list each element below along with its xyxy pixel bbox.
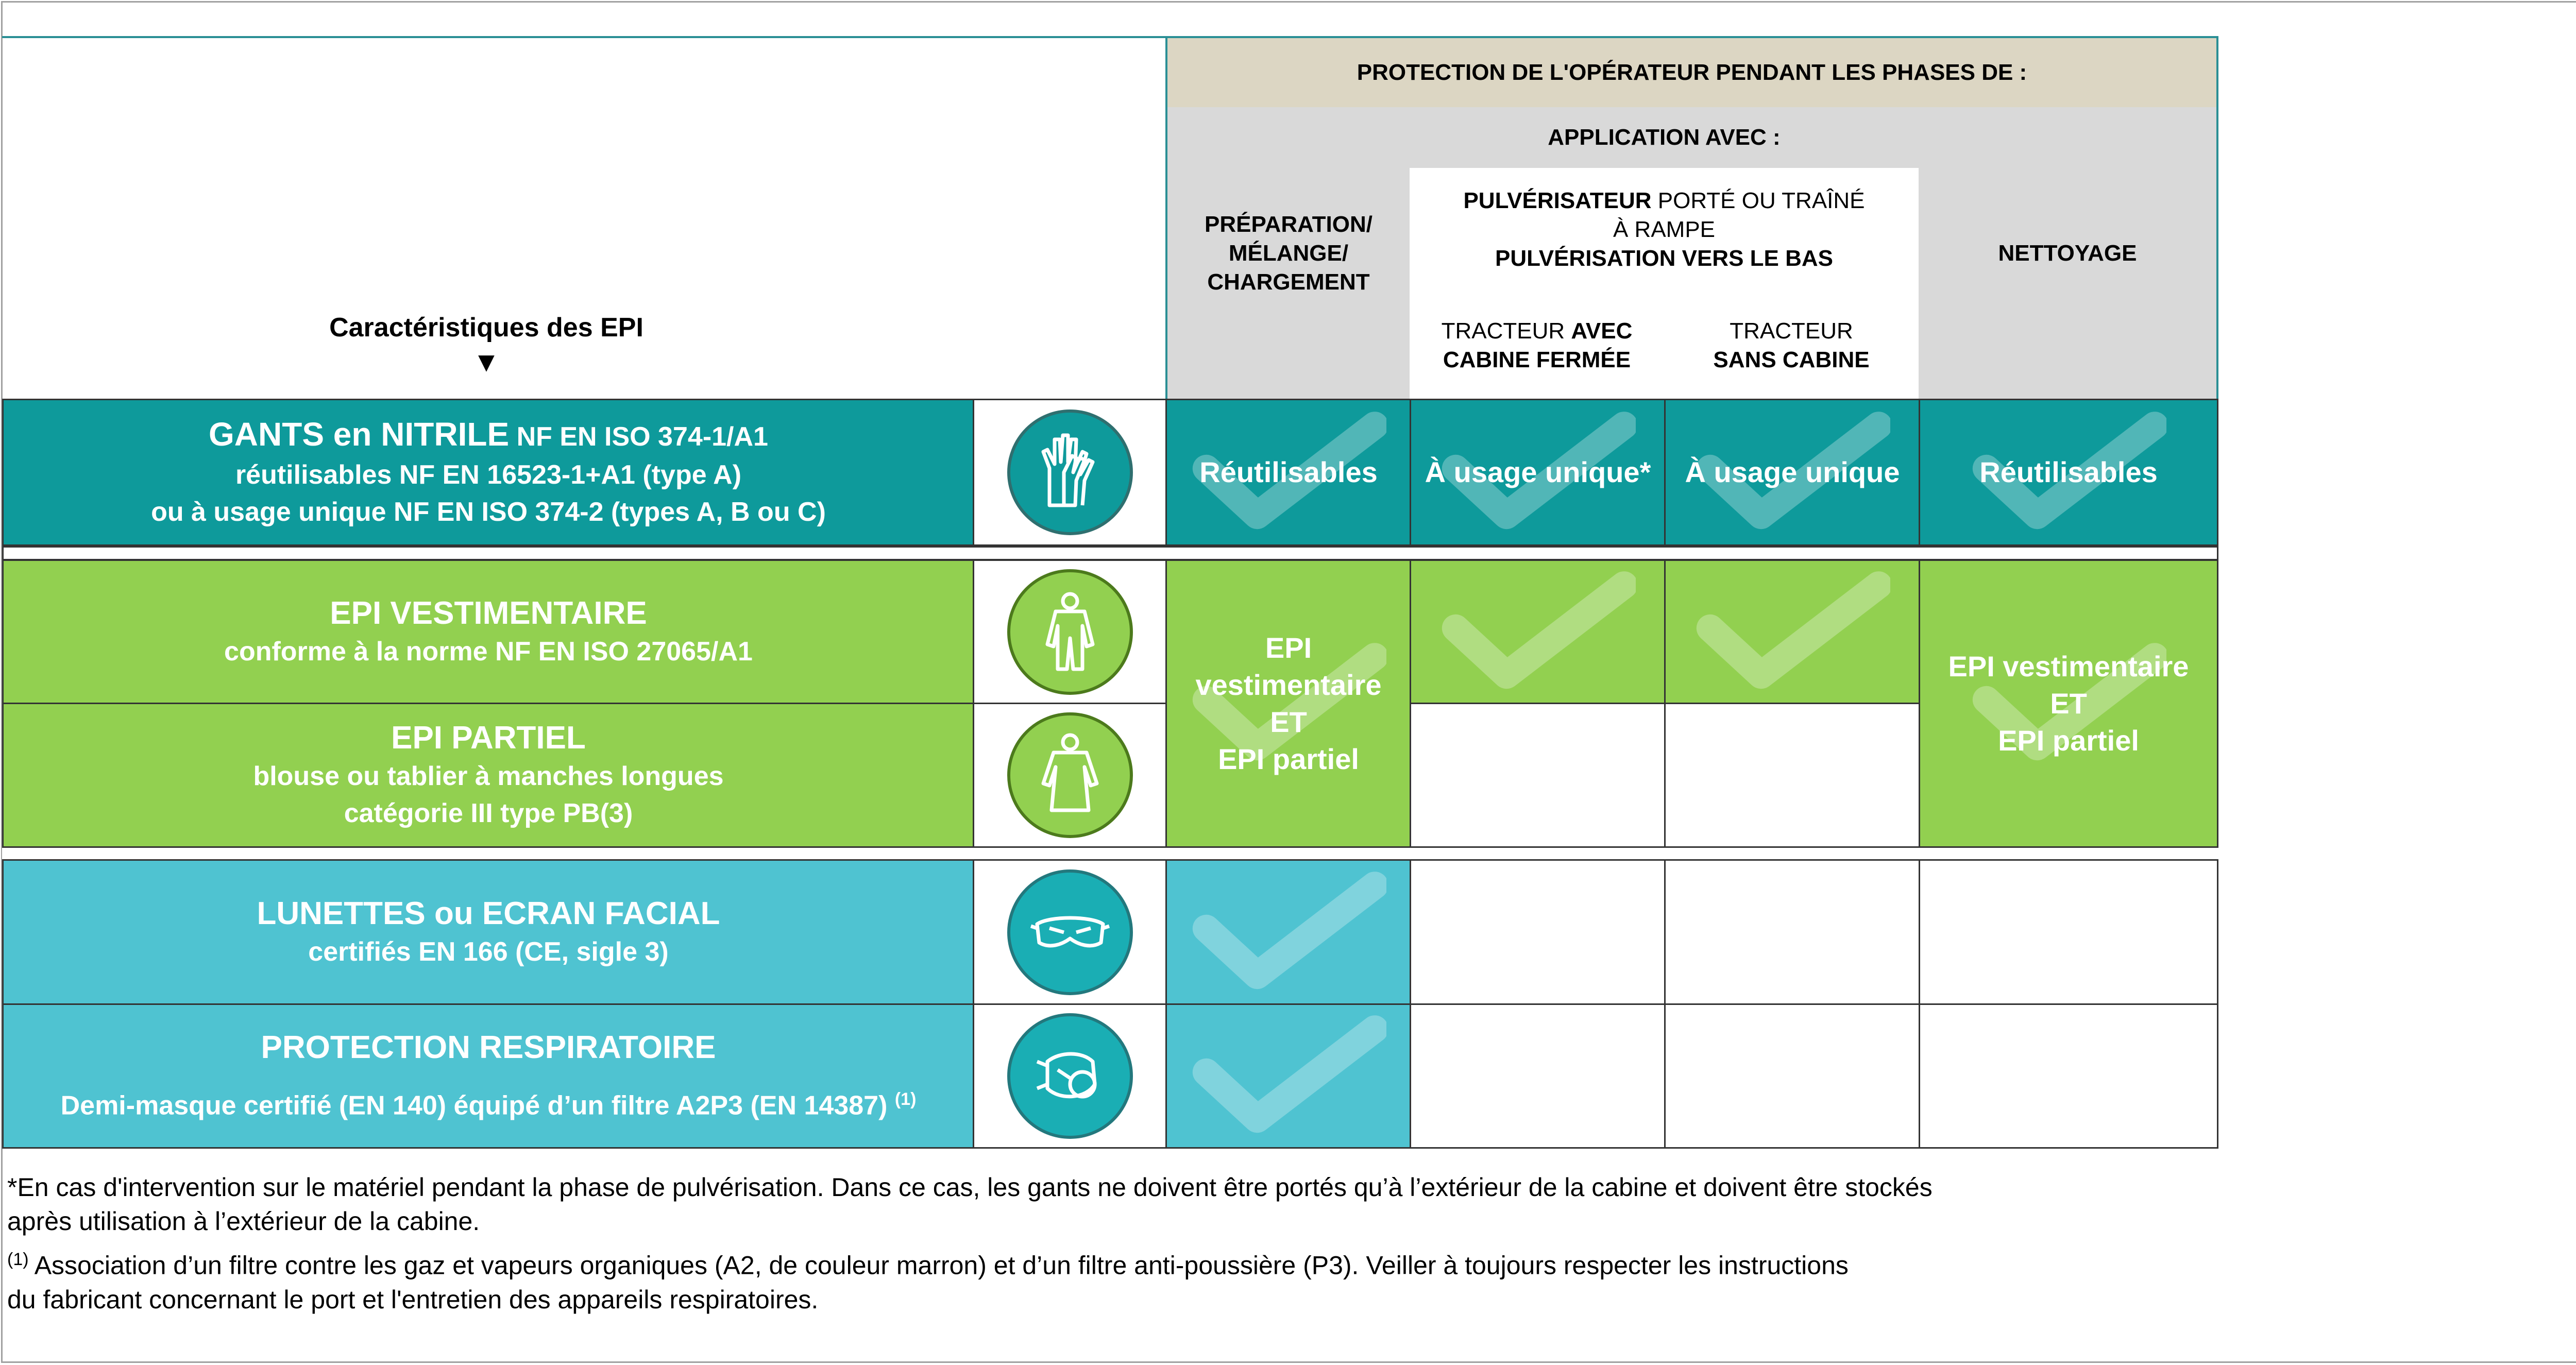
vest-nettoyage-cell [1919,559,2218,848]
goggles-icon [1007,869,1133,995]
gants-nettoyage-cell [1919,399,2218,546]
resp-description [2,1003,975,1149]
resp-title: PROTECTION RESPIRATOIRE [261,1029,716,1065]
gants-title: GANTS en NITRILE [209,415,510,453]
gants-description [2,399,975,546]
apron-icon [1007,712,1133,838]
gants-icon-cell [973,399,1167,546]
tracteur-sans-2: SANS CABINE [1713,347,1870,372]
partiel-title: EPI PARTIEL [391,720,586,756]
check-icon [1694,570,1890,694]
resp-prep-cell [1165,1003,1412,1149]
header-application [1410,107,1921,170]
header-preparation [1165,107,1412,400]
gants-nettoyage-text: Réutilisables [1979,456,2158,488]
gants-line-2: réutilisables NF EN 16523-1+A1 (type A) [235,459,742,490]
check-icon [1191,1014,1386,1138]
lunettes-nettoyage-cell [1919,859,2218,1005]
tracteur-avec-2: CABINE FERMÉE [1443,347,1631,372]
vest-nettoyage-line-2: ET [2050,687,2087,720]
footnote-1-line-1: *En cas d'intervention sur le matériel pendant la phase de pulvérisation. Dans ce cas, les gants ne doivent être portés qu’à l’extérieur de la cabine et doivent être stockés [7,1173,1933,1202]
respirator-icon [1007,1013,1133,1139]
header-pulverisateur [1410,168,1921,292]
header-protection-text: PROTECTION DE L'OPÉRATEUR PENDANT LES PHASES DE : [1357,60,2027,85]
nettoyage-text: NETTOYAGE [1998,241,2137,266]
resp-icon-cell [973,1003,1167,1149]
vest-prep-line-4: EPI partiel [1218,743,1359,775]
footnote-2 [7,1242,2274,1317]
gants-prep-text: Réutilisables [1199,456,1378,488]
footnote-1 [7,1170,2274,1238]
pulv-line-2: À RAMPE [1613,217,1716,242]
footnote-2-line-1: Association d’un filtre contre les gaz et vapeurs organiques (A2, de couleur marron) et d’un filtre anti-poussière (P3). Veiller à toujours respecter les instructions [28,1251,1849,1280]
header-nettoyage [1919,107,2218,400]
vest-prep-line-1: EPI [1265,632,1312,664]
lunettes-title: LUNETTES ou ECRAN FACIAL [257,896,720,931]
tracteur-avec-1b: AVEC [1571,318,1633,344]
header-tracteur-avec [1410,292,1666,400]
gants-prep-cell [1165,399,1412,546]
resp-avec-cell [1410,1003,1666,1149]
vest-nettoyage-line-1: EPI vestimentaire [1948,650,2189,682]
coverall-icon [1007,569,1133,695]
gants-avec-cell [1410,399,1666,546]
footnote-2-sup: (1) [7,1250,29,1269]
prep-line-1: PRÉPARATION/ [1205,212,1372,237]
application-text: APPLICATION AVEC : [1548,125,1781,150]
gants-sans-cell [1664,399,1921,546]
vest-prep-line-2: vestimentaire [1195,669,1382,701]
resp-sans-cell [1664,1003,1921,1149]
check-icon [1191,871,1386,994]
partiel-description [2,703,975,848]
check-icon [1440,570,1636,694]
pulv-bold: PULVÉRISATEUR [1463,188,1652,213]
lunettes-sans-cell [1664,859,1921,1005]
lunettes-line-2: certifiés EN 166 (CE, sigle 3) [308,937,669,967]
footnote-1-line-2: après utilisation à l’extérieur de la cabine. [7,1207,480,1236]
pulv-normal: PORTÉ OU TRAÎNÉ [1651,188,1865,213]
vest-avec-cell [1410,559,1666,705]
vest-line-2: conforme à la norme NF EN ISO 27065/A1 [224,637,753,667]
vest-prep-line-3: ET [1270,706,1307,738]
caracteristiques-text: Caractéristiques des EPI [329,313,643,343]
lunettes-description [2,859,975,1005]
pulv-line-3: PULVÉRISATION VERS LE BAS [1495,246,1833,271]
resp-line-2: Demi-masque certifié (EN 140) équipé d’un filtre A2P3 (EN 14387) [60,1090,888,1121]
partiel-line-2: blouse ou tablier à manches longues [253,761,724,791]
gloves-icon [1007,410,1133,535]
resp-nettoyage-cell [1919,1003,2218,1149]
partiel-icon-cell [973,703,1167,848]
partiel-avec-cell [1410,703,1666,848]
tracteur-avec-1a: TRACTEUR [1441,318,1571,344]
vest-icon-cell [973,559,1167,705]
resp-sup: (1) [894,1089,917,1109]
partiel-line-3: catégorie III type PB(3) [344,798,633,828]
down-arrow-icon: ▼ [472,347,500,378]
gants-sans-text: À usage unique [1685,456,1900,488]
footnote-2-line-2: du fabricant concernant le port et l'entretien des appareils respiratoires. [7,1285,819,1314]
vest-description [2,559,975,705]
header-tracteur-sans [1664,292,1921,400]
tracteur-sans-1: TRACTEUR [1730,318,1853,344]
vest-sans-cell [1664,559,1921,705]
prep-line-3: CHARGEMENT [1207,269,1370,295]
prep-line-2: MÉLANGE/ [1228,241,1349,266]
lunettes-icon-cell [973,859,1167,1005]
separator-1 [2,546,2218,560]
lunettes-prep-cell [1165,859,1412,1005]
gants-avec-text: À usage unique* [1425,456,1651,488]
header-protection-phases [1165,36,2218,109]
vest-title: EPI VESTIMENTAIRE [330,595,647,631]
vest-prep-cell [1165,559,1412,848]
partiel-sans-cell [1664,703,1921,848]
gants-line-3: ou à usage unique NF EN ISO 374-2 (types A, B ou C) [151,497,826,527]
gants-norm: NF EN ISO 374-1/A1 [509,421,768,452]
vest-nettoyage-line-3: EPI partiel [1998,724,2139,757]
lunettes-avec-cell [1410,859,1666,1005]
caracteristiques-label [2,304,971,386]
